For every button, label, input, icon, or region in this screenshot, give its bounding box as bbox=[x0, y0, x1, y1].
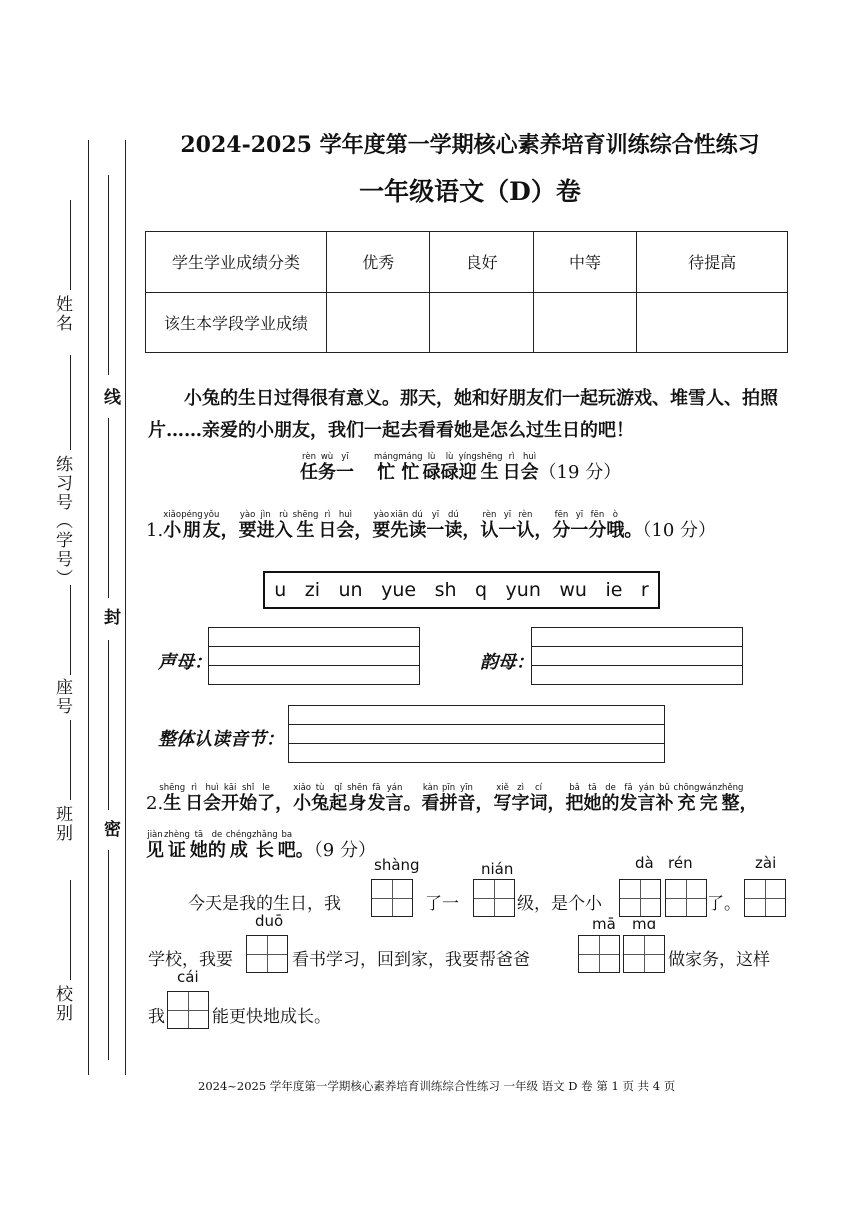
punctuation: 。 bbox=[295, 840, 314, 861]
pinyin-char: 朋péng bbox=[181, 510, 203, 541]
pinyin-char: 她tā bbox=[583, 783, 602, 814]
task1-ruby bbox=[300, 452, 354, 483]
pinyin-char: 证zhèng bbox=[164, 830, 190, 861]
char-box[interactable] bbox=[246, 935, 288, 973]
pinyin-char: 她tā bbox=[189, 830, 208, 861]
punctuation: ， bbox=[739, 793, 758, 814]
school-label: 校别 bbox=[52, 985, 72, 1023]
pinyin-char: 会huì bbox=[520, 452, 539, 483]
punctuation: ， bbox=[475, 793, 494, 814]
table-cell: 良好 bbox=[430, 232, 533, 293]
student-no-label: 练习号（学号） bbox=[52, 455, 72, 588]
char-box[interactable] bbox=[619, 879, 661, 917]
zhengti-answer-box[interactable] bbox=[288, 705, 665, 763]
q1-prompt bbox=[146, 510, 716, 542]
punctuation: ， bbox=[534, 520, 553, 541]
pinyin-char: 碌lù bbox=[422, 452, 441, 483]
pinyin-char: 整zhěng bbox=[717, 783, 744, 814]
fill-text: 了。 bbox=[707, 894, 741, 914]
letter-item: yun bbox=[505, 579, 541, 601]
q1-score: （10 分） bbox=[642, 520, 717, 541]
fill-text: 学校，我要 bbox=[148, 950, 233, 970]
class-field[interactable] bbox=[70, 720, 71, 800]
pinyin-char: 进jìn bbox=[256, 510, 275, 541]
pinyin-char: 的de bbox=[207, 830, 226, 861]
pinyin-char: 先xiān bbox=[390, 510, 409, 541]
pinyin-char: 友yǒu bbox=[202, 510, 221, 541]
seat-label: 座号 bbox=[52, 678, 72, 716]
pinyin-char: 了le bbox=[257, 783, 276, 814]
pinyin-char: 入rù bbox=[274, 510, 293, 541]
q2-score: （9 分） bbox=[313, 840, 376, 861]
seal-mark: 封 bbox=[100, 608, 120, 625]
pinyin-char: 一yī bbox=[498, 510, 517, 541]
pinyin-char: 始shǐ bbox=[239, 783, 258, 814]
pinyin-char: 发fā bbox=[619, 783, 638, 814]
pinyin-char: 生shēng bbox=[292, 510, 319, 541]
char-box[interactable] bbox=[578, 935, 620, 973]
fill-text: 看书学习，回到家，我要帮爸爸 bbox=[292, 950, 530, 970]
seal-line-3 bbox=[108, 640, 109, 810]
pinyin-char: 完wán bbox=[699, 783, 718, 814]
punctuation: ， bbox=[547, 793, 566, 814]
pinyin-hint: mā bbox=[592, 915, 616, 933]
pinyin-char: 认rèn bbox=[516, 510, 535, 541]
pinyin-char: 生shēng bbox=[476, 452, 503, 483]
pinyin-char: 发fā bbox=[367, 783, 386, 814]
table-cell: 中等 bbox=[533, 232, 636, 293]
pinyin-char: 日rì bbox=[502, 452, 521, 483]
task1-score: （19 分） bbox=[538, 462, 622, 483]
pinyin-char: 见jiàn bbox=[146, 830, 164, 861]
letter-item: yue bbox=[381, 579, 417, 601]
seat-field[interactable] bbox=[70, 585, 71, 675]
seal-line-1 bbox=[108, 175, 109, 375]
fill-text: 做家务，这样 bbox=[668, 950, 770, 970]
task1-ruby2 bbox=[374, 452, 539, 483]
letter-item: un bbox=[338, 579, 363, 601]
pinyin-char: 会huì bbox=[336, 510, 355, 541]
pinyin-char: 任rèn bbox=[300, 452, 318, 483]
table-row bbox=[146, 232, 788, 293]
student-no-field[interactable] bbox=[70, 355, 71, 450]
pinyin-char: 把bǎ bbox=[565, 783, 584, 814]
pinyin-char: 吧ba bbox=[277, 830, 296, 861]
pinyin-hint: rén bbox=[668, 854, 693, 872]
letter-item: sh bbox=[434, 579, 457, 601]
page-footer: 2024~2025 学年度第一学期核心素养培育训练综合性练习 一年级 语文 D 卷 第 1 页 共 4 页 bbox=[198, 1079, 676, 1093]
secret-mark: 密 bbox=[100, 820, 120, 837]
name-field[interactable] bbox=[70, 200, 71, 290]
letter-item: wu bbox=[559, 579, 587, 601]
zhengti-label: 整体认读音节： bbox=[158, 729, 284, 750]
pinyin-char: 分fēn bbox=[552, 510, 571, 541]
punctuation: ， bbox=[275, 793, 294, 814]
pinyin-char: 起qǐ bbox=[329, 783, 348, 814]
pinyin-hint: dà bbox=[635, 854, 654, 872]
pinyin-char: 看kàn bbox=[421, 783, 440, 814]
letter-item: r bbox=[640, 579, 649, 601]
pinyin-char: 碌lù bbox=[440, 452, 459, 483]
char-box[interactable] bbox=[371, 879, 413, 917]
shengmu-answer-box[interactable] bbox=[208, 627, 420, 685]
pinyin-char: 一yī bbox=[336, 452, 354, 483]
pinyin-char: 忙máng bbox=[398, 452, 423, 483]
q1-ruby bbox=[163, 510, 643, 541]
seal-line-4 bbox=[108, 850, 109, 1060]
pinyin-char: 要yào bbox=[372, 510, 391, 541]
pinyin-char: 的de bbox=[601, 783, 620, 814]
name-label: 姓名 bbox=[52, 295, 72, 333]
pinyin-char: 长zhǎng bbox=[251, 830, 278, 861]
punctuation: 。 bbox=[403, 793, 422, 814]
punctuation: 。 bbox=[624, 520, 643, 541]
pinyin-char: 日rì bbox=[318, 510, 337, 541]
letter-box bbox=[263, 571, 660, 609]
pinyin-char: 拼pīn bbox=[439, 783, 458, 814]
pinyin-hint: mɑ bbox=[632, 915, 657, 933]
pinyin-char: 忙máng bbox=[374, 452, 399, 483]
pinyin-char: 读dú bbox=[444, 510, 463, 541]
table-cell: 学生学业成绩分类 bbox=[146, 232, 327, 293]
punctuation: ， bbox=[462, 520, 481, 541]
fill-text: 我 bbox=[148, 1007, 165, 1027]
fill-text: 级，是个小 bbox=[517, 894, 602, 914]
table-cell: 优秀 bbox=[327, 232, 430, 293]
pinyin-char: 兔tù bbox=[311, 783, 330, 814]
pinyin-char: 身shēn bbox=[347, 783, 368, 814]
line-mark: 线 bbox=[100, 388, 120, 405]
char-box[interactable] bbox=[665, 879, 707, 917]
pinyin-char: 音yīn bbox=[457, 783, 476, 814]
pinyin-hint: duō bbox=[255, 912, 284, 930]
pinyin-char: 补bǔ bbox=[655, 783, 674, 814]
pinyin-char: 一yī bbox=[426, 510, 445, 541]
table-row bbox=[146, 292, 788, 353]
binding-line-outer bbox=[88, 140, 89, 1075]
pinyin-char: 会huì bbox=[203, 783, 222, 814]
pinyin-char: 认rèn bbox=[480, 510, 499, 541]
fill-text: 能更快地成长。 bbox=[212, 1007, 331, 1027]
letter-item: q bbox=[475, 579, 488, 601]
pinyin-char: 读dú bbox=[408, 510, 427, 541]
grade-table bbox=[145, 231, 788, 353]
pinyin-char: 写xiě bbox=[493, 783, 512, 814]
pinyin-char: 哦ò bbox=[606, 510, 625, 541]
pinyin-hint: zài bbox=[755, 854, 777, 872]
pinyin-char: 一yī bbox=[570, 510, 589, 541]
table-cell: 待提高 bbox=[637, 232, 788, 293]
pinyin-hint: nián bbox=[481, 860, 514, 878]
pinyin-char: 小xiǎo bbox=[163, 510, 182, 541]
pinyin-char: 分fēn bbox=[588, 510, 607, 541]
letter-item: zi bbox=[304, 579, 321, 601]
q2-ruby-b bbox=[146, 830, 314, 861]
pinyin-hint: cái bbox=[177, 968, 199, 986]
exam-title: 2024-2025 学年度第一学期核心素养培育训练综合性练习 bbox=[180, 132, 760, 158]
punctuation: ， bbox=[220, 520, 239, 541]
intro-paragraph: 小兔的生日过得很有意义。那天，她和好朋友们一起玩游戏、堆雪人、拍照片……亲爱的小朋友，我们一起去看看她是怎么过生日的吧！ bbox=[148, 388, 778, 441]
pinyin-char: 开kāi bbox=[221, 783, 240, 814]
pinyin-char: 成chéng bbox=[225, 830, 252, 861]
pinyin-char: 生shēng bbox=[159, 783, 186, 814]
pinyin-char: 言yán bbox=[385, 783, 404, 814]
school-field[interactable] bbox=[70, 880, 71, 980]
pinyin-char: 日rì bbox=[185, 783, 204, 814]
letter-item: ie bbox=[605, 579, 623, 601]
pinyin-char: 字zì bbox=[511, 783, 530, 814]
pinyin-char: 迎yíng bbox=[458, 452, 477, 483]
seal-line-2 bbox=[108, 418, 109, 598]
exam-subtitle: 一年级语文（D）卷 bbox=[359, 177, 581, 206]
pinyin-char: 充chōng bbox=[673, 783, 700, 814]
q2-prompt bbox=[146, 783, 758, 815]
char-box[interactable] bbox=[167, 991, 209, 1029]
punctuation: ， bbox=[354, 520, 373, 541]
char-box[interactable] bbox=[744, 879, 786, 917]
q1-number: 1. bbox=[146, 520, 164, 541]
pinyin-hint: shàng bbox=[374, 856, 420, 874]
class-label: 班别 bbox=[52, 805, 72, 843]
shengmu-label: 声母： bbox=[158, 652, 212, 673]
grade-check-cell[interactable] bbox=[637, 292, 788, 353]
table-cell: 该生本学段学业成绩 bbox=[146, 292, 327, 353]
yunmu-label: 韵母： bbox=[480, 652, 534, 673]
q2-number: 2. bbox=[146, 793, 164, 814]
q2-ruby-a bbox=[159, 783, 758, 814]
pinyin-char: 务wù bbox=[318, 452, 336, 483]
char-box[interactable] bbox=[623, 935, 665, 973]
q2-prompt-2 bbox=[146, 830, 376, 862]
grade-check-cell[interactable] bbox=[327, 292, 430, 353]
pinyin-char: 要yào bbox=[238, 510, 257, 541]
pinyin-char: 小xiǎo bbox=[293, 783, 312, 814]
task1-heading bbox=[300, 452, 621, 484]
char-box[interactable] bbox=[473, 879, 515, 917]
grade-check-cell[interactable] bbox=[430, 292, 533, 353]
pinyin-char: 言yán bbox=[637, 783, 656, 814]
fill-text: 今天是我的生日，我 bbox=[188, 894, 341, 914]
fill-text: 了一 bbox=[425, 894, 459, 914]
pinyin-char: 词cí bbox=[529, 783, 548, 814]
yunmu-answer-box[interactable] bbox=[531, 627, 743, 685]
letter-item: u bbox=[274, 579, 287, 601]
grade-check-cell[interactable] bbox=[533, 292, 636, 353]
binding-line-inner bbox=[125, 140, 126, 1075]
